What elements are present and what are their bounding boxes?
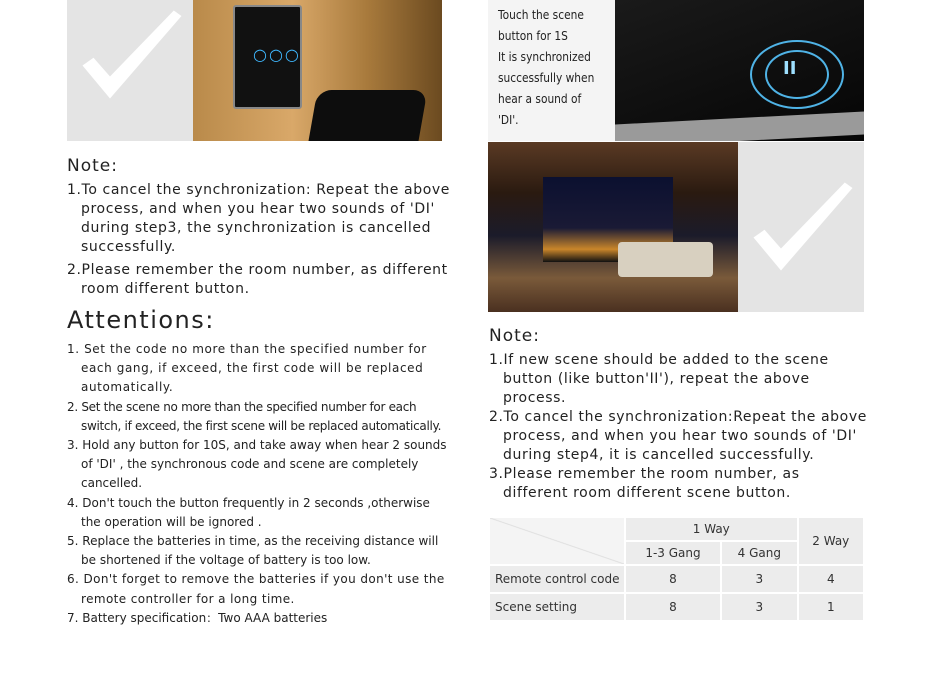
attention-item: 4. Don't touch the button frequently in 2 seconds ,otherwise the operation will be ignored . bbox=[67, 495, 430, 529]
sync-capacity-table bbox=[488, 516, 865, 622]
note-title: Note: bbox=[489, 326, 540, 346]
attention-item: 3. Hold any button for 10S, and take away when hear 2 sounds of 'DI' , the synchronous code and scene are completely cancelled. bbox=[67, 438, 447, 491]
row-label: Scene setting bbox=[489, 593, 625, 621]
caption-line: hear a sound of 'DI'. bbox=[498, 91, 582, 127]
note-item: 2.To cancel the synchronization:Repeat the above process, and when you hear two sounds of 'DI' during step4, it is cancelled successfully. bbox=[489, 409, 867, 463]
checkmark-panel bbox=[738, 142, 864, 312]
note-item: 1.To cancel the synchronization: Repeat the above process, and when you hear two sounds of 'DI' during step3, the synchronization is cancelled successfully. bbox=[67, 182, 450, 255]
caption-line: successfully when bbox=[498, 70, 595, 85]
header-1-3-gang: 1-3 Gang bbox=[625, 541, 721, 565]
note-item: 2.Please remember the room number, as different room different button. bbox=[67, 262, 448, 297]
cell: 8 bbox=[625, 565, 721, 593]
cell: 3 bbox=[721, 593, 798, 621]
header-2-way: 2 Way bbox=[798, 517, 864, 565]
attention-item: 1. Set the code no more than the specified number for each gang, if exceed, the first code will be replaced automatically. bbox=[67, 342, 427, 395]
header-4-gang: 4 Gang bbox=[721, 541, 798, 565]
attentions-section bbox=[67, 306, 447, 628]
checkmark-panel bbox=[67, 0, 193, 141]
attentions-title: Attentions: bbox=[67, 306, 215, 334]
attention-item: 5. Replace the batteries in time, as the receiving distance will be shortened if the voltage of battery is too low. bbox=[67, 534, 439, 568]
caption-box bbox=[488, 0, 615, 141]
caption-line: It is synchronized bbox=[498, 49, 591, 64]
attention-item: 6. Don't forget to remove the batteries if you don't use the remote controller for a long time. bbox=[67, 572, 445, 606]
checkmark-icon bbox=[77, 5, 187, 115]
note-item: 3.Please remember the room number, as different room different scene button. bbox=[489, 466, 800, 501]
attention-item: 7. Battery specification：Two AAA batteries bbox=[67, 610, 328, 625]
left-note bbox=[67, 156, 452, 299]
attention-item: 2. Set the scene no more than the specified number for each switch, if exceed, the first scene will be replaced automatically. bbox=[67, 399, 442, 433]
caption-line: Touch the scene bbox=[498, 7, 584, 22]
row-label: Remote control code bbox=[489, 565, 625, 593]
living-room-photo bbox=[488, 142, 738, 312]
table-row bbox=[489, 565, 864, 593]
caption-line: button for 1S bbox=[498, 28, 568, 43]
cell: 3 bbox=[721, 565, 798, 593]
switch-photo: ○○○ bbox=[193, 0, 442, 141]
cell: 4 bbox=[798, 565, 864, 593]
cell: 8 bbox=[625, 593, 721, 621]
note-item: 1.If new scene should be added to the scene button (like button'II'), repeat the above process. bbox=[489, 352, 829, 406]
header-1-way: 1 Way bbox=[625, 517, 798, 541]
note-title: Note: bbox=[67, 156, 118, 176]
table-row bbox=[489, 593, 864, 621]
right-note bbox=[489, 326, 869, 503]
diagonal-header-cell bbox=[489, 517, 625, 565]
remote-photo: II bbox=[615, 0, 864, 141]
cell: 1 bbox=[798, 593, 864, 621]
checkmark-icon bbox=[748, 177, 858, 287]
